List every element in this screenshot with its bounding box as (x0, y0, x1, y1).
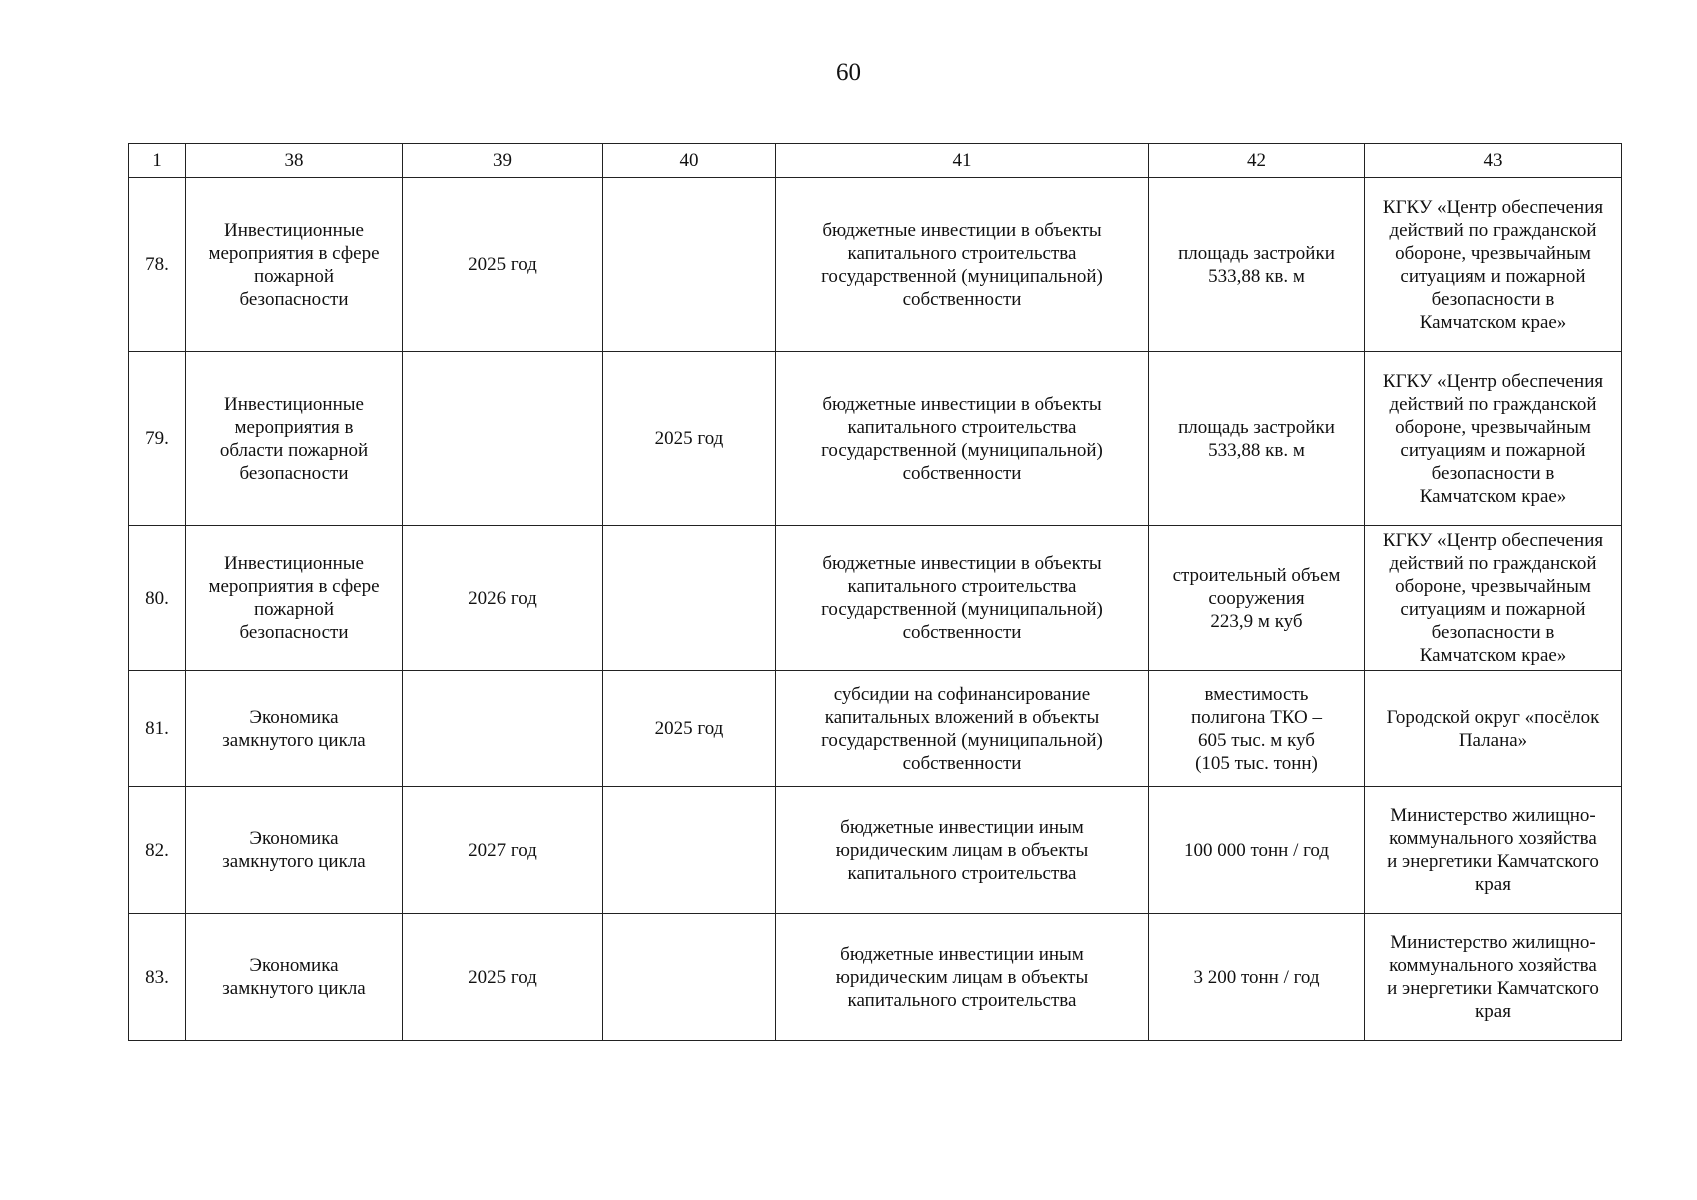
responsible-cell (1365, 914, 1622, 1041)
responsible-cell (1365, 526, 1622, 671)
table-body (129, 178, 1622, 1041)
row-number: 79. (145, 428, 169, 449)
responsible-text: Министерство жилищно- коммунального хозяйства и энергетики Камчатского края (1387, 805, 1599, 895)
year-40-cell (603, 787, 776, 914)
table-header (129, 144, 1622, 178)
data-table (128, 143, 1622, 1041)
year-39-cell (403, 787, 603, 914)
capacity-text: 3 200 тонн / год (1193, 966, 1320, 988)
page-number: 60 (836, 59, 861, 86)
year-40-cell (603, 352, 776, 526)
funding-type-text: бюджетные инвестиции в объекты капитального строительства государственной (муниципальной) собственности (821, 393, 1103, 484)
table-row (129, 178, 1622, 352)
header-col-39: 39 (403, 144, 603, 178)
header-col-38: 38 (186, 144, 403, 178)
responsible-text: Городской округ «посёлок Палана» (1386, 706, 1600, 751)
year-40-cell (603, 671, 776, 787)
year-40-cell (603, 178, 776, 352)
direction-cell (186, 914, 403, 1041)
row-number: 81. (145, 718, 169, 739)
direction-text: Инвестиционные мероприятия в сфере пожарной безопасности (208, 553, 380, 643)
header-col-40: 40 (603, 144, 776, 178)
row-number-cell (129, 178, 186, 352)
funding-type-cell (776, 671, 1149, 787)
table-row (129, 526, 1622, 671)
capacity-cell (1149, 914, 1365, 1041)
year-40-text: 2025 год (654, 428, 724, 449)
direction-text: Инвестиционные мероприятия в сфере пожарной безопасности (208, 219, 380, 310)
direction-text: Инвестиционные мероприятия в области пожарной безопасности (219, 393, 369, 484)
direction-text: Экономика замкнутого цикла (222, 955, 366, 999)
row-number: 78. (145, 254, 169, 275)
funding-type-text: бюджетные инвестиции иным юридическим лицам в объекты капитального строительства (835, 816, 1089, 884)
capacity-cell (1149, 671, 1365, 787)
funding-type-cell (776, 914, 1149, 1041)
capacity-text: площадь застройки 533,88 кв. м (1178, 416, 1335, 461)
year-39-cell (403, 352, 603, 526)
direction-cell (186, 178, 403, 352)
year-40-text: 2025 год (654, 718, 724, 739)
year-39-cell (403, 914, 603, 1041)
year-39-text: 2025 год (468, 254, 537, 275)
direction-cell (186, 671, 403, 787)
responsible-text: КГКУ «Центр обеспечения действий по гражданской обороне, чрезвычайным ситуациям и пожарной безопасности в Камчатском крае» (1382, 530, 1604, 666)
row-number-cell (129, 671, 186, 787)
header-row (129, 144, 1622, 178)
table-row (129, 352, 1622, 526)
table-row (129, 671, 1622, 787)
row-number-cell (129, 914, 186, 1041)
responsible-text: КГКУ «Центр обеспечения действий по гражданской обороне, чрезвычайным ситуациям и пожарной безопасности в Камчатском крае» (1382, 196, 1604, 333)
row-number-cell (129, 352, 186, 526)
row-number: 82. (145, 839, 169, 861)
year-39-text: 2027 год (468, 839, 537, 861)
funding-type-text: бюджетные инвестиции иным юридическим лицам в объекты капитального строительства (835, 943, 1089, 1011)
funding-type-cell (776, 787, 1149, 914)
header-col-1: 1 (129, 144, 186, 178)
capacity-text: 100 000 тонн / год (1183, 839, 1330, 861)
funding-type-text: субсидии на софинансирование капитальных вложений в объекты государственной (муниципальной) собственности (821, 683, 1103, 774)
year-39-cell (403, 178, 603, 352)
row-number: 80. (145, 587, 169, 609)
capacity-text: строительный объем сооружения 223,9 м куб (1172, 564, 1341, 632)
year-39-cell (403, 671, 603, 787)
funding-type-text: бюджетные инвестиции в объекты капитального строительства государственной (муниципальной) собственности (821, 219, 1103, 310)
year-39-text: 2025 год (468, 966, 537, 988)
year-39-text: 2026 год (468, 587, 537, 609)
responsible-cell (1365, 178, 1622, 352)
responsible-cell (1365, 671, 1622, 787)
capacity-cell (1149, 787, 1365, 914)
table-row (129, 787, 1622, 914)
year-40-cell (603, 914, 776, 1041)
row-number: 83. (145, 966, 169, 988)
header-col-43: 43 (1365, 144, 1622, 178)
responsible-cell (1365, 352, 1622, 526)
direction-text: Экономика замкнутого цикла (222, 706, 366, 751)
header-col-42: 42 (1149, 144, 1365, 178)
header-col-41: 41 (776, 144, 1149, 178)
direction-cell (186, 526, 403, 671)
funding-type-text: бюджетные инвестиции в объекты капитального строительства государственной (муниципальной) собственности (821, 553, 1103, 643)
direction-cell (186, 787, 403, 914)
capacity-cell (1149, 352, 1365, 526)
year-40-cell (603, 526, 776, 671)
responsible-text: КГКУ «Центр обеспечения действий по гражданской обороне, чрезвычайным ситуациям и пожарной безопасности в Камчатском крае» (1382, 370, 1604, 507)
funding-type-cell (776, 352, 1149, 526)
year-39-cell (403, 526, 603, 671)
direction-text: Экономика замкнутого цикла (222, 828, 366, 872)
funding-type-cell (776, 526, 1149, 671)
row-number-cell (129, 526, 186, 671)
responsible-text: Министерство жилищно- коммунального хозяйства и энергетики Камчатского края (1387, 932, 1599, 1022)
capacity-cell (1149, 178, 1365, 352)
funding-type-cell (776, 178, 1149, 352)
capacity-text: площадь застройки 533,88 кв. м (1178, 242, 1335, 287)
responsible-cell (1365, 787, 1622, 914)
direction-cell (186, 352, 403, 526)
table-row (129, 914, 1622, 1041)
row-number-cell (129, 787, 186, 914)
capacity-text: вместимость полигона ТКО – 605 тыс. м куб (105 тыс. тонн) (1190, 683, 1322, 774)
capacity-cell (1149, 526, 1365, 671)
